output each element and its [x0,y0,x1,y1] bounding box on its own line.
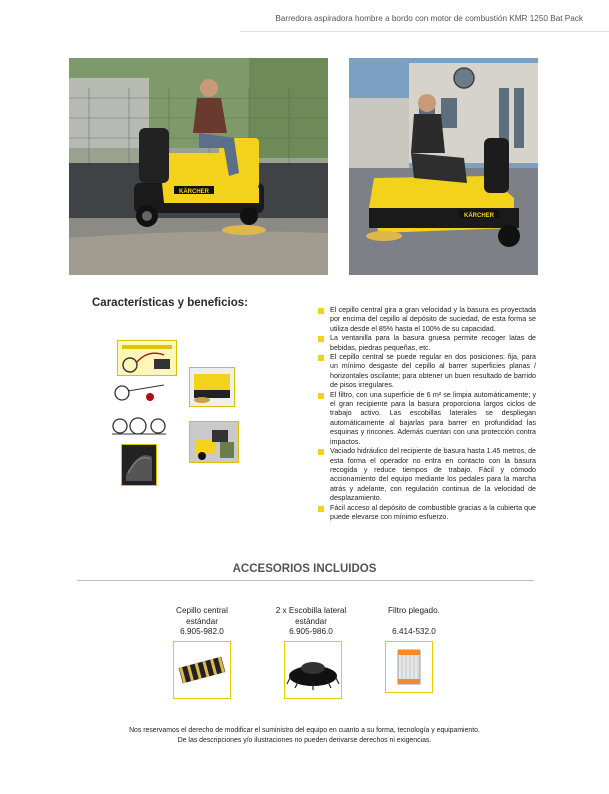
accessory-pleated-filter [377,606,451,638]
footer-line1: Nos reservamos el derecho de modificar el suministro del equipo en cuanto a su forma, tecnología y equipamiento. [129,727,480,734]
side-brush-image [284,641,342,699]
bullet-square-icon [318,336,324,342]
accessories-divider [77,580,534,581]
machine-brand-label: KÄRCHER [179,189,209,195]
accessory-code: 6.905-986.0 [289,627,333,637]
photo-sweeper-building [349,58,538,275]
accessory-code: 6.905-982.0 [180,627,224,637]
features-title: Características y beneficios: [92,297,248,309]
feature-item: El cepillo central se puede regular en dos posiciones: fija, para un mínimo desgaste del cepillo al barrer superficies planas / horizontales oscilante; para obtener un buen resultado de barrido de pisos irregulares. [318,353,536,391]
accessory-name-line1: Cepillo central [176,606,228,615]
bullet-square-icon [318,393,324,399]
accessory-name-line2 [377,617,451,628]
accessory-side-brush [265,606,357,638]
bullet-square-icon [318,449,324,455]
thumb-side-brush-photo [189,367,235,407]
bullet-square-icon [318,355,324,361]
features-list [318,306,536,522]
feature-item: Vaciado hidráulico del recipiente de basura hasta 1.45 metros, de esta forma el operador no entra en contacto con la basura recogida y reduce tiempos de trabajo. Fácil y cómodo accionamiento del equipo mediante los pedales para la marcha atrás y adelante, con regulación continua de la velocidad de desplazamiento. [318,447,536,503]
thumb-brush-position-illustration [108,412,168,438]
accessory-central-brush [160,606,244,638]
thumb-brush-throw-illustration [117,340,177,376]
thumb-hydraulic-dump-photo [189,421,239,463]
accessory-name-line2: estándar [186,616,218,626]
legal-footer [0,726,609,745]
pleated-filter-image [385,641,433,693]
photo-sweeper-street [69,58,328,275]
footer-line2: De las descripciones y/o ilustraciones no pueden derivarse derechos ni exigencias. [177,736,432,744]
bullet-square-icon [318,308,324,314]
thumb-filter-photo [121,444,157,486]
thumb-debris-flap-illustration [112,379,168,403]
bullet-square-icon [318,506,324,512]
feature-item: El cepillo central gira a gran velocidad y la basura es proyectada por encima del cepillo al depósito de suciedad, de esta forma se utiliza desde el 85% hasta el 100% de su capacidad. [318,306,536,334]
accessory-code: 6.414-532.0 [392,627,436,637]
document-header-title: Barredora aspiradora hombre a bordo con motor de combustión KMR 1250 Bat Pack [275,14,583,23]
feature-item: Fácil acceso al depósito de combustible gracias a la cubierta que puede elevarse con mínimo esfuerzo. [318,504,536,523]
accessories-title: ACCESORIOS INCLUIDOS [232,563,377,575]
feature-item: El filtro, con una superficie de 6 m² se limpia automáticamente; y el gran recipiente para la basura proporciona largos ciclos de trabajo activo. Las escobillas laterales se despliegan automáticamente al bajarlas para barrer en profundidad las esquinas y rincones. Además cuentan con una protección contra impactos. [318,391,536,447]
machine-brand-label-right: KÄRCHER [464,213,494,219]
accessory-name-line1: 2 x Escobilla lateral [275,606,347,615]
accessory-name-line1: Filtro plegado. [388,606,440,615]
header-divider [240,31,609,32]
accessory-name-line2: estándar [295,616,327,626]
central-brush-image [173,641,231,699]
feature-item: La ventanilla para la basura gruesa permite recoger latas de bebidas, piedras pequeñas, etc. [318,334,536,353]
